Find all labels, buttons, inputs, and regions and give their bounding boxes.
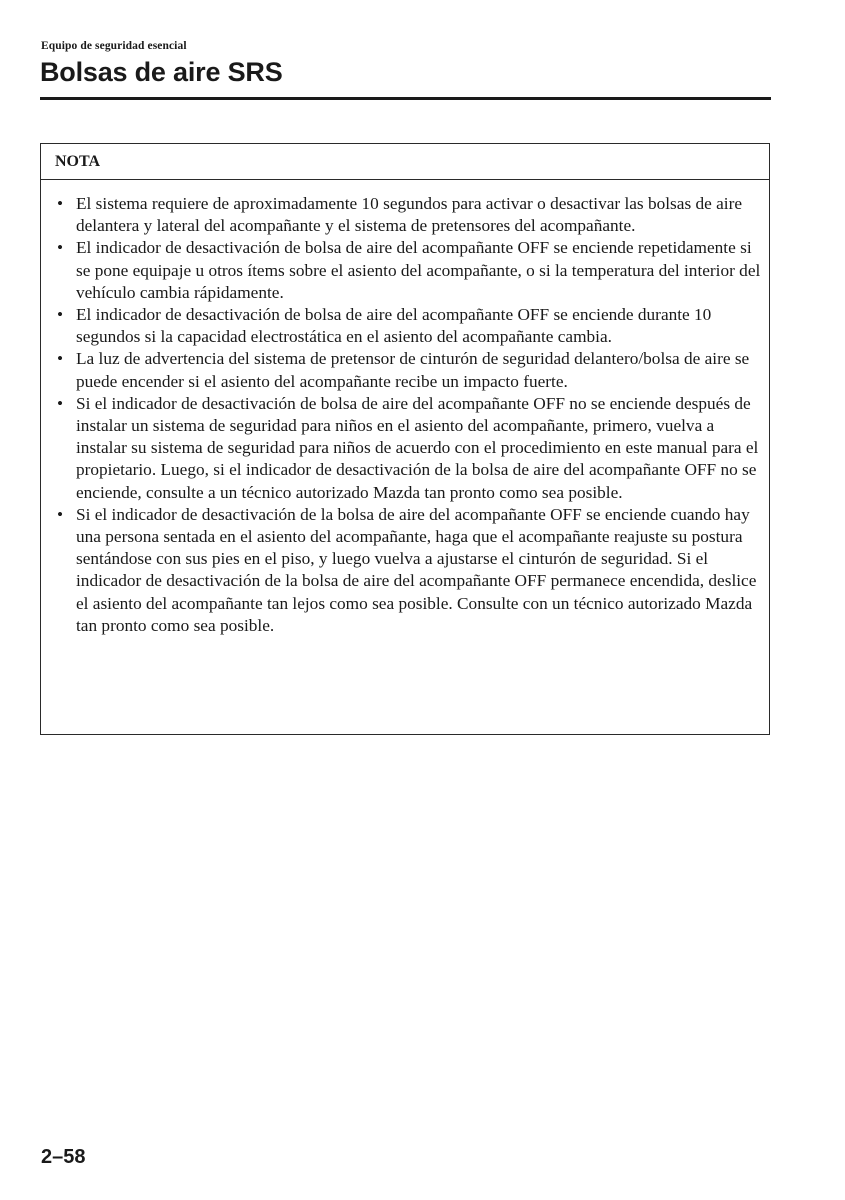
section-label: Equipo de seguridad esencial — [41, 40, 187, 52]
list-item — [56, 393, 761, 504]
bullet-icon: • — [57, 194, 64, 213]
list-item — [56, 304, 761, 348]
bullet-icon: • — [57, 305, 64, 325]
note-list — [41, 180, 769, 637]
list-item — [56, 237, 761, 304]
list-item-text: La luz de advertencia del sistema de pretensor de cinturón de seguridad delantero/bolsa de aire se puede encender si el asiento del acompañante recibe un impacto fuerte. — [76, 349, 750, 391]
page-number: 2–58 — [41, 1146, 86, 1168]
bullet-icon: • — [57, 393, 64, 413]
note-heading: NOTA — [41, 144, 769, 180]
list-item — [56, 504, 761, 637]
list-item-text: El indicador de desactivación de bolsa de aire del acompañante OFF se enciende durante 10 segundos si la capacidad electrostática en el asiento del acompañante cambia. — [76, 305, 712, 347]
list-item — [56, 348, 761, 392]
bullet-icon: • — [57, 349, 64, 369]
title-rule — [40, 97, 771, 100]
list-item-text: Si el indicador de desactivación de bolsa de aire del acompañante OFF no se enciende después de instalar un sistema de seguridad para niños en el asiento del acompañante, primero, vuelva a instalar su sistema de seguridad para niños de acuerdo con el procedimiento en este manual para el propietario. Luego, si el indicador de desactivación de la bolsa de aire del acompañante OFF no se enciende, consulte a un técnico autorizado Mazda tan pronto como sea posible. — [76, 393, 759, 502]
page-title: Bolsas de aire SRS — [40, 57, 283, 87]
note-box — [40, 143, 770, 735]
list-item-text: El indicador de desactivación de bolsa de aire del acompañante OFF se enciende repetidamente si se pone equipaje u otros ítems sobre el asiento del acompañante, o si la temperatura del interior del vehículo cambia rápidamente. — [76, 238, 761, 302]
list-item — [56, 193, 761, 237]
list-item-text: El sistema requiere de aproximadamente 10 segundos para activar o desactivar las bolsas de aire delantera y lateral del acompañante y el sistema de pretensores del acompañante. — [76, 194, 743, 236]
list-item-text: Si el indicador de desactivación de la bolsa de aire del acompañante OFF se enciende cuando hay una persona sentada en el asiento del acompañante, haga que el acompañante reajuste su postura sentándose con sus pies en el piso, y luego vuelva a ajustarse el cinturón de seguridad. Si el indicador de desactivación de la bolsa de aire del acompañante OFF permanece encendida, deslice el asiento del acompañante tan lejos como sea posible. Consulte con un técnico autorizado Mazda tan pronto como sea posible. — [76, 504, 757, 635]
bullet-icon: • — [57, 238, 64, 258]
bullet-icon: • — [57, 504, 64, 524]
